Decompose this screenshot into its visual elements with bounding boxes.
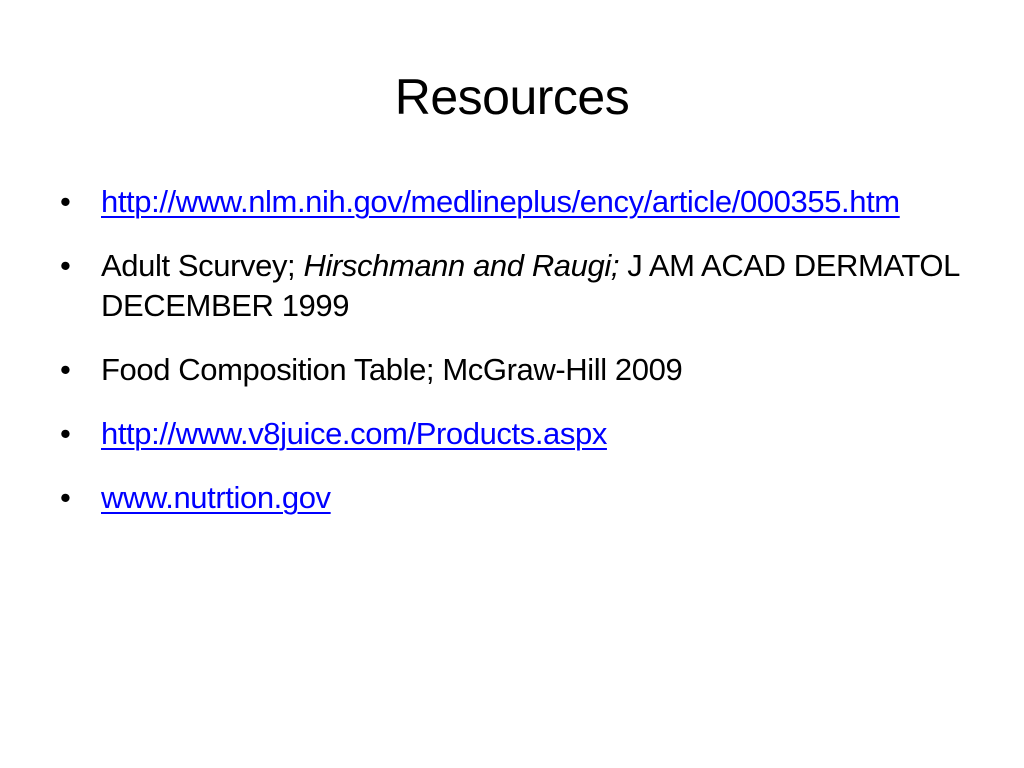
bullet-icon: • — [60, 248, 71, 283]
citation-title: Adult Scurvey; — [101, 248, 304, 283]
list-item — [60, 478, 960, 518]
list-item — [60, 182, 960, 222]
bullet-icon: • — [60, 352, 71, 387]
food-composition-text: Food Composition Table; McGraw-Hill 2009 — [101, 352, 683, 387]
citation-source: J AM ACAD DERMATOL DECEMBER 1999 — [101, 248, 959, 323]
resource-list — [60, 182, 960, 542]
medlineplus-link[interactable]: http://www.nlm.nih.gov/medlineplus/ency/article/000355.htm — [101, 184, 900, 219]
slide-title: Resources — [394, 69, 630, 125]
bullet-icon: • — [60, 184, 71, 219]
list-item — [60, 414, 960, 454]
list-item — [60, 246, 960, 326]
citation-text — [101, 248, 959, 323]
bullet-icon: • — [60, 480, 71, 515]
nutrition-gov-link[interactable]: www.nutrtion.gov — [101, 480, 331, 515]
citation-authors: Hirschmann and Raugi; — [303, 248, 620, 283]
v8juice-link[interactable]: http://www.v8juice.com/Products.aspx — [101, 416, 607, 451]
list-item — [60, 350, 960, 390]
bullet-icon: • — [60, 416, 71, 451]
